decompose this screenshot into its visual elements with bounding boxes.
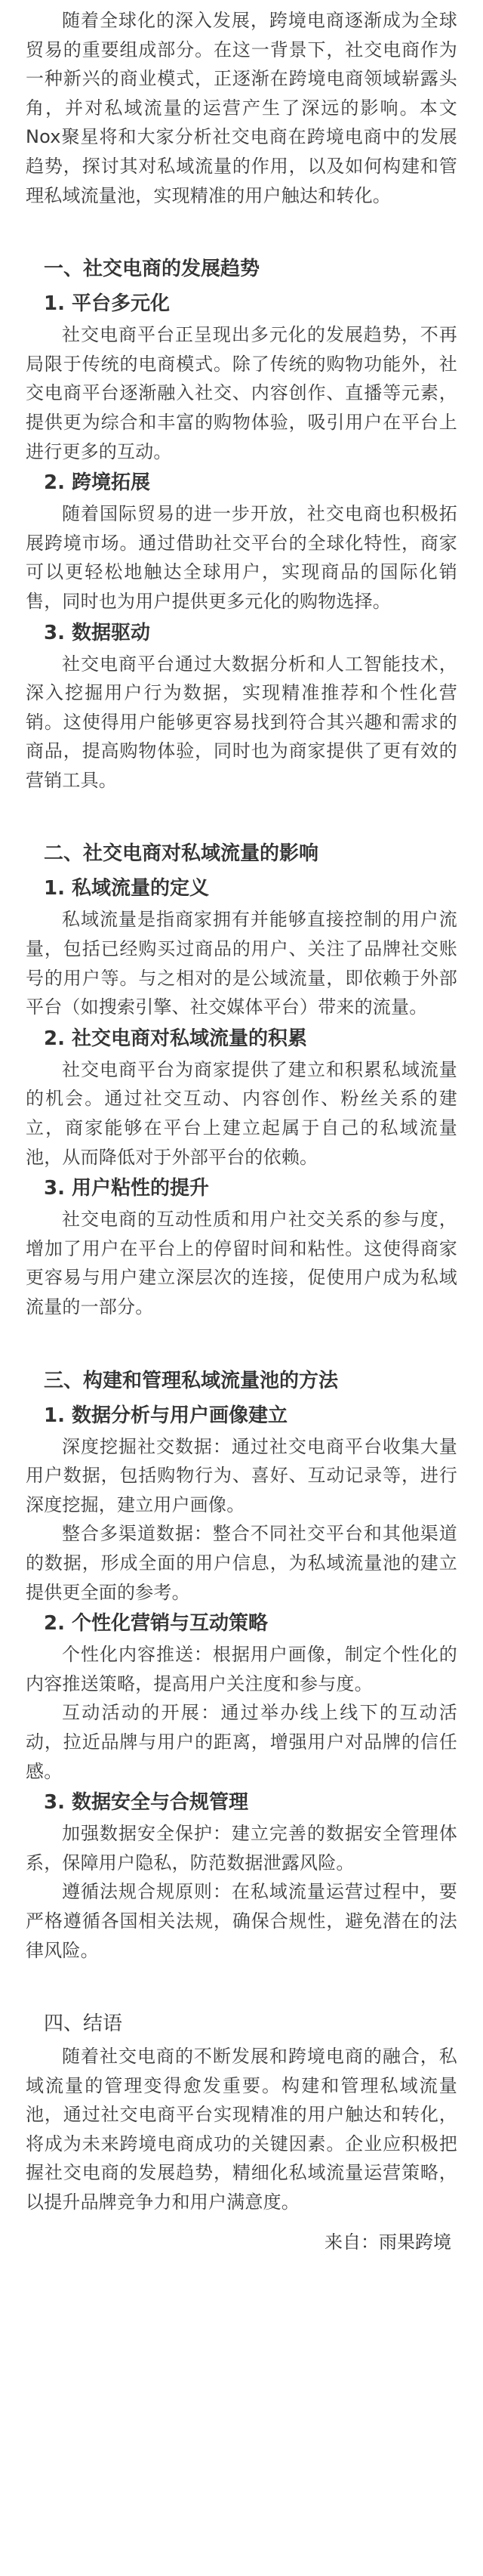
body-paragraph: 社交电商平台正呈现出多元化的发展趋势，不再局限于传统的电商模式。除了传统的购物功能外，社交电商平台逐渐融入社交、内容创作、直播等元素，提供更为综合和丰富的购物体验，吸引用户在平台上进行更多的互动。 bbox=[26, 324, 457, 462]
body-paragraph: 随着国际贸易的进一步开放，社交电商也积极拓展跨境市场。通过借助社交平台的全球化特性，商家可以更轻松地触达全球用户，实现商品的国际化销售，同时也为用户提供更多元化的购物选择。 bbox=[26, 503, 457, 612]
subsection-title: 3. 用户粘性的提升 bbox=[44, 1177, 210, 1200]
body-paragraph: 个性化内容推送：根据用户画像，制定个性化的内容推送策略，提高用户关注度和参与度。 bbox=[26, 1644, 457, 1694]
section-gap bbox=[26, 795, 457, 836]
body-paragraph: 社交电商平台通过大数据分析和人工智能技术，深入挖掘用户行为数据，实现精准推荐和个性化营销。这使得用户能够更容易找到符合其兴趣和需求的商品，提高购物体验，同时也为商家提供了更有效的营销工具。 bbox=[26, 653, 457, 791]
body-paragraph: 私域流量是指商家拥有并能够直接控制的用户流量，包括已经购买过商品的用户、关注了品牌社交账号的用户等。与之相对的是公域流量，即依赖于外部平台（如搜索引擎、社交媒体平台）带来的流量。 bbox=[26, 909, 457, 1018]
body-paragraph: 深度挖掘社交数据：通过社交电商平台收集大量用户数据，包括购物行为、喜好、互动记录等，进行深度挖掘，建立用户画像。 bbox=[26, 1435, 457, 1515]
conclusion-heading: 四、结语 bbox=[44, 2012, 123, 2036]
intro-paragraph: 随着全球化的深入发展，跨境电商逐渐成为全球贸易的重要组成部分。在这一背景下，社交电商作为一种新兴的商业模式，正逐渐在跨境电商领域崭露头角，并对私域流量的运营产生了深远的影响。本文Nox聚星将和大家分析社交电商在跨境电商中的发展趋势，探讨其对私域流量的作用，以及如何构建和管理私域流量池，实现精准的用户触达和转化。 bbox=[26, 10, 457, 206]
subsection-title: 1. 平台多元化 bbox=[44, 292, 171, 316]
section-heading: 二、社交电商对私域流量的影响 bbox=[44, 842, 319, 866]
section-gap bbox=[26, 210, 457, 251]
section-gap bbox=[26, 1965, 457, 2006]
section-heading: 三、构建和管理私域流量池的方法 bbox=[44, 1369, 339, 1392]
body-paragraph: 社交电商的互动性质和用户社交关系的参与度，增加了用户在平台上的停留时间和粘性。这使得商家更容易与用户建立深层次的连接，促使用户成为私域流量的一部分。 bbox=[26, 1209, 457, 1317]
body-paragraph: 社交电商平台为商家提供了建立和积累私域流量的机会。通过社交互动、内容创作、粉丝关系的建立，商家能够在平台上建立起属于自己的私域流量池，从而降低对于外部平台的依赖。 bbox=[26, 1058, 457, 1168]
source-credit: 来自：雨果跨境 bbox=[325, 2231, 451, 2253]
subsection-title: 3. 数据安全与合规管理 bbox=[44, 1791, 249, 1815]
subsection-title: 1. 私域流量的定义 bbox=[44, 877, 210, 900]
subsection-title: 1. 数据分析与用户画像建立 bbox=[44, 1404, 288, 1427]
subsection-title: 2. 个性化营销与互动策略 bbox=[44, 1612, 269, 1635]
section-gap bbox=[26, 1322, 457, 1363]
body-paragraph: 加强数据安全保护：建立完善的数据安全管理体系，保障用户隐私，防范数据泄露风险。 bbox=[26, 1823, 457, 1873]
body-paragraph: 互动活动的开展：通过举办线上线下的互动活动，拉近品牌与用户的距离，增强用户对品牌的信任感。 bbox=[26, 1702, 457, 1782]
body-paragraph: 遵循法规合规原则：在私域流量运营过程中，要严格遵循各国相关法规，确保合规性，避免潜在的法律风险。 bbox=[26, 1881, 457, 1961]
subsection-title: 2. 跨境拓展 bbox=[44, 471, 151, 495]
conclusion-paragraph: 随着社交电商的不断发展和跨境电商的融合，私域流量的管理变得愈发重要。构建和管理私域流量池，通过社交电商平台实现精准的用户触达和转化，将成为未来跨境电商成功的关键因素。企业应积极把握社交电商的发展趋势，精细化私域流量运营策略，以提升品牌竞争力和用户满意度。 bbox=[26, 2046, 457, 2213]
subsection-title: 2. 社交电商对私域流量的积累 bbox=[44, 1027, 308, 1050]
section-heading: 一、社交电商的发展趋势 bbox=[44, 258, 260, 281]
body-paragraph: 整合多渠道数据：整合不同社交平台和其他渠道的数据，形成全面的用户信息，为私域流量池的建立提供更全面的参考。 bbox=[26, 1523, 457, 1603]
subsection-title: 3. 数据驱动 bbox=[44, 621, 151, 644]
